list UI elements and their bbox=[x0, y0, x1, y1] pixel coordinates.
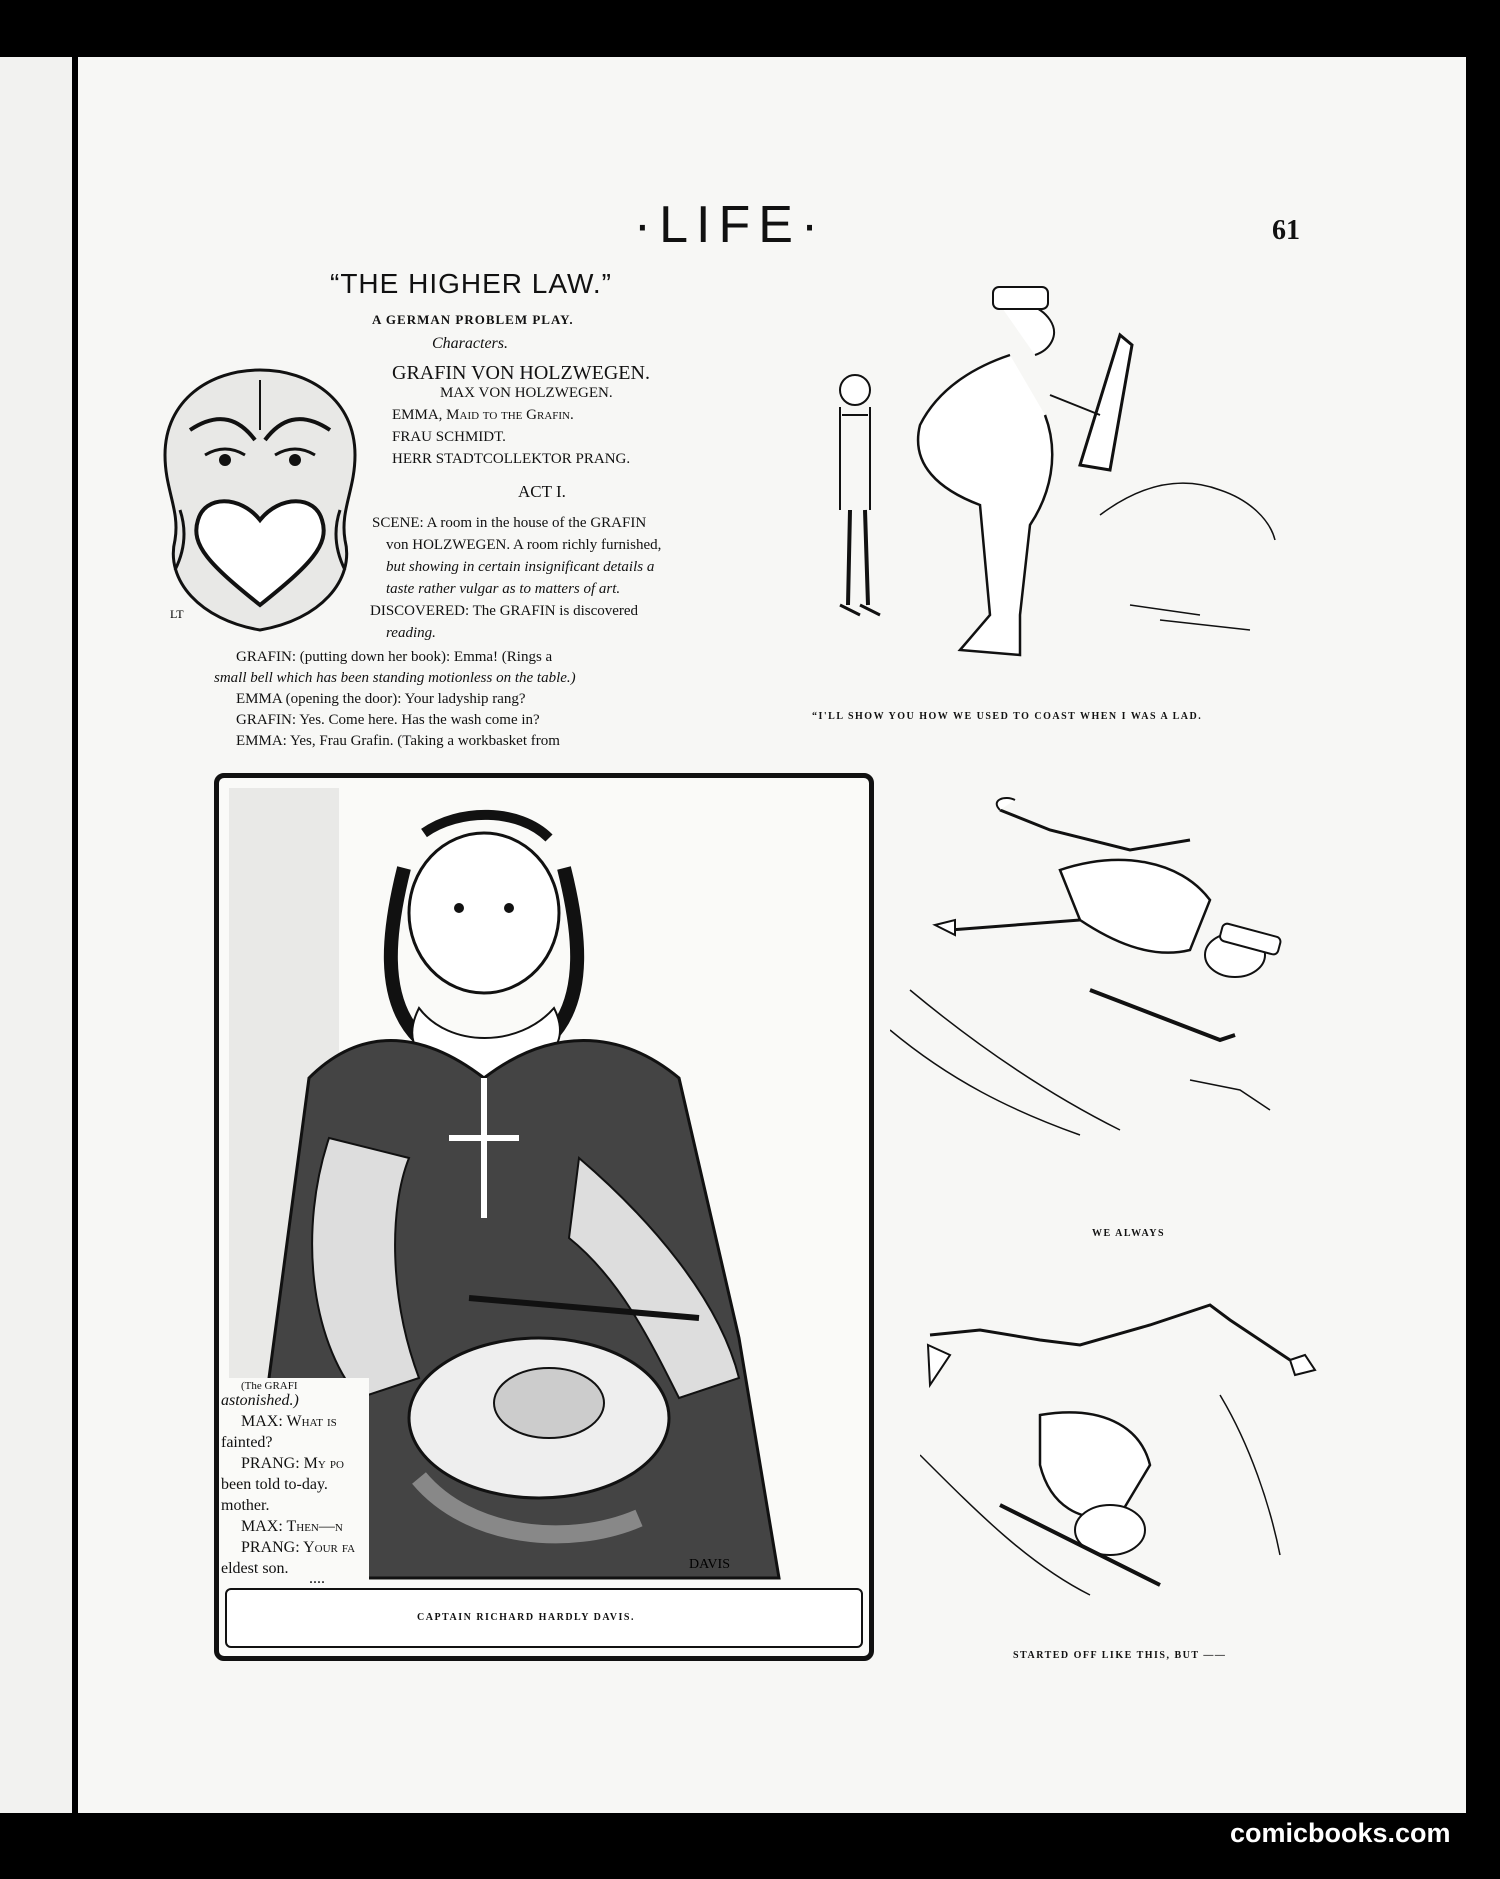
dialogue-line: GRAFIN: (putting down her book): Emma! (Rings a bbox=[236, 649, 553, 665]
ellipsis: .... bbox=[309, 1570, 325, 1587]
continued-line: MAX: What is bbox=[241, 1413, 337, 1430]
portrait-frame bbox=[214, 773, 874, 1661]
mask-heart-illustration bbox=[150, 360, 370, 640]
sled-cartoon-bottom bbox=[920, 1285, 1360, 1605]
coast-caption: “I'LL SHOW YOU HOW WE USED TO COAST WHEN I WAS A LAD. bbox=[812, 711, 1203, 722]
we-always-caption: WE ALWAYS bbox=[1092, 1228, 1166, 1239]
watermark: comicbooks.com bbox=[1230, 1818, 1451, 1848]
continued-line: MAX: Then—n bbox=[241, 1518, 343, 1535]
character-line: MAX VON HOLZWEGEN. bbox=[440, 385, 613, 401]
discovered-line: reading. bbox=[386, 625, 436, 641]
characters-heading: Characters. bbox=[432, 335, 508, 352]
sled-cartoon-top bbox=[890, 790, 1360, 1140]
continued-line: (The GRAFI bbox=[241, 1380, 298, 1392]
continued-line: PRANG: Your fa bbox=[241, 1539, 356, 1556]
mask-signature: LT bbox=[170, 607, 184, 621]
dialogue-line: GRAFIN: Yes. Come here. Has the wash come in? bbox=[236, 712, 540, 728]
portrait-caption: CAPTAIN RICHARD HARDLY DAVIS. bbox=[417, 1612, 635, 1623]
portrait-signature: DAVIS bbox=[689, 1557, 730, 1572]
continued-line: mother. bbox=[221, 1497, 270, 1514]
continued-line: eldest son. bbox=[221, 1560, 289, 1577]
scene-line: but showing in certain insignificant details a bbox=[386, 559, 655, 575]
portrait-caption-box bbox=[225, 1588, 863, 1648]
character-line: HERR STADTCOLLEKTOR PRANG. bbox=[392, 451, 631, 467]
masthead-title: ·LIFE· bbox=[633, 196, 827, 254]
continued-line: been told to-day. bbox=[221, 1476, 328, 1493]
continued-line: fainted? bbox=[221, 1434, 273, 1451]
play-subtitle: A GERMAN PROBLEM PLAY. bbox=[372, 312, 574, 327]
left-page-edge bbox=[0, 57, 72, 1813]
act-heading: ACT I. bbox=[518, 482, 566, 501]
dialogue-line: EMMA: Yes, Frau Grafin. (Taking a workbasket from bbox=[236, 733, 560, 749]
scene-line: SCENE: A room in the house of the GRAFIN bbox=[372, 515, 647, 531]
play-title: “THE HIGHER LAW.” bbox=[330, 268, 612, 299]
dialogue-line: EMMA (opening the door): Your ladyship rang? bbox=[236, 691, 526, 707]
continued-line: PRANG: My po bbox=[241, 1455, 344, 1472]
started-off-caption: STARTED OFF LIKE THIS, BUT —— bbox=[1013, 1650, 1227, 1661]
character-line: GRAFIN VON HOLZWEGEN. bbox=[392, 362, 650, 384]
dialogue-line: small bell which has been standing motionless on the table.) bbox=[214, 670, 576, 686]
discovered-line: DISCOVERED: The GRAFIN is discovered bbox=[370, 603, 639, 619]
scene-line: taste rather vulgar as to matters of art. bbox=[386, 581, 621, 597]
scene-line: von HOLZWEGEN. A room richly furnished, bbox=[386, 537, 662, 553]
character-line: FRAU SCHMIDT. bbox=[392, 429, 506, 445]
continued-line: astonished.) bbox=[221, 1392, 299, 1409]
page-number: 61 bbox=[1272, 215, 1300, 246]
coasting-cartoon bbox=[780, 275, 1280, 675]
character-line: EMMA, Maid to the Grafin. bbox=[392, 407, 574, 423]
